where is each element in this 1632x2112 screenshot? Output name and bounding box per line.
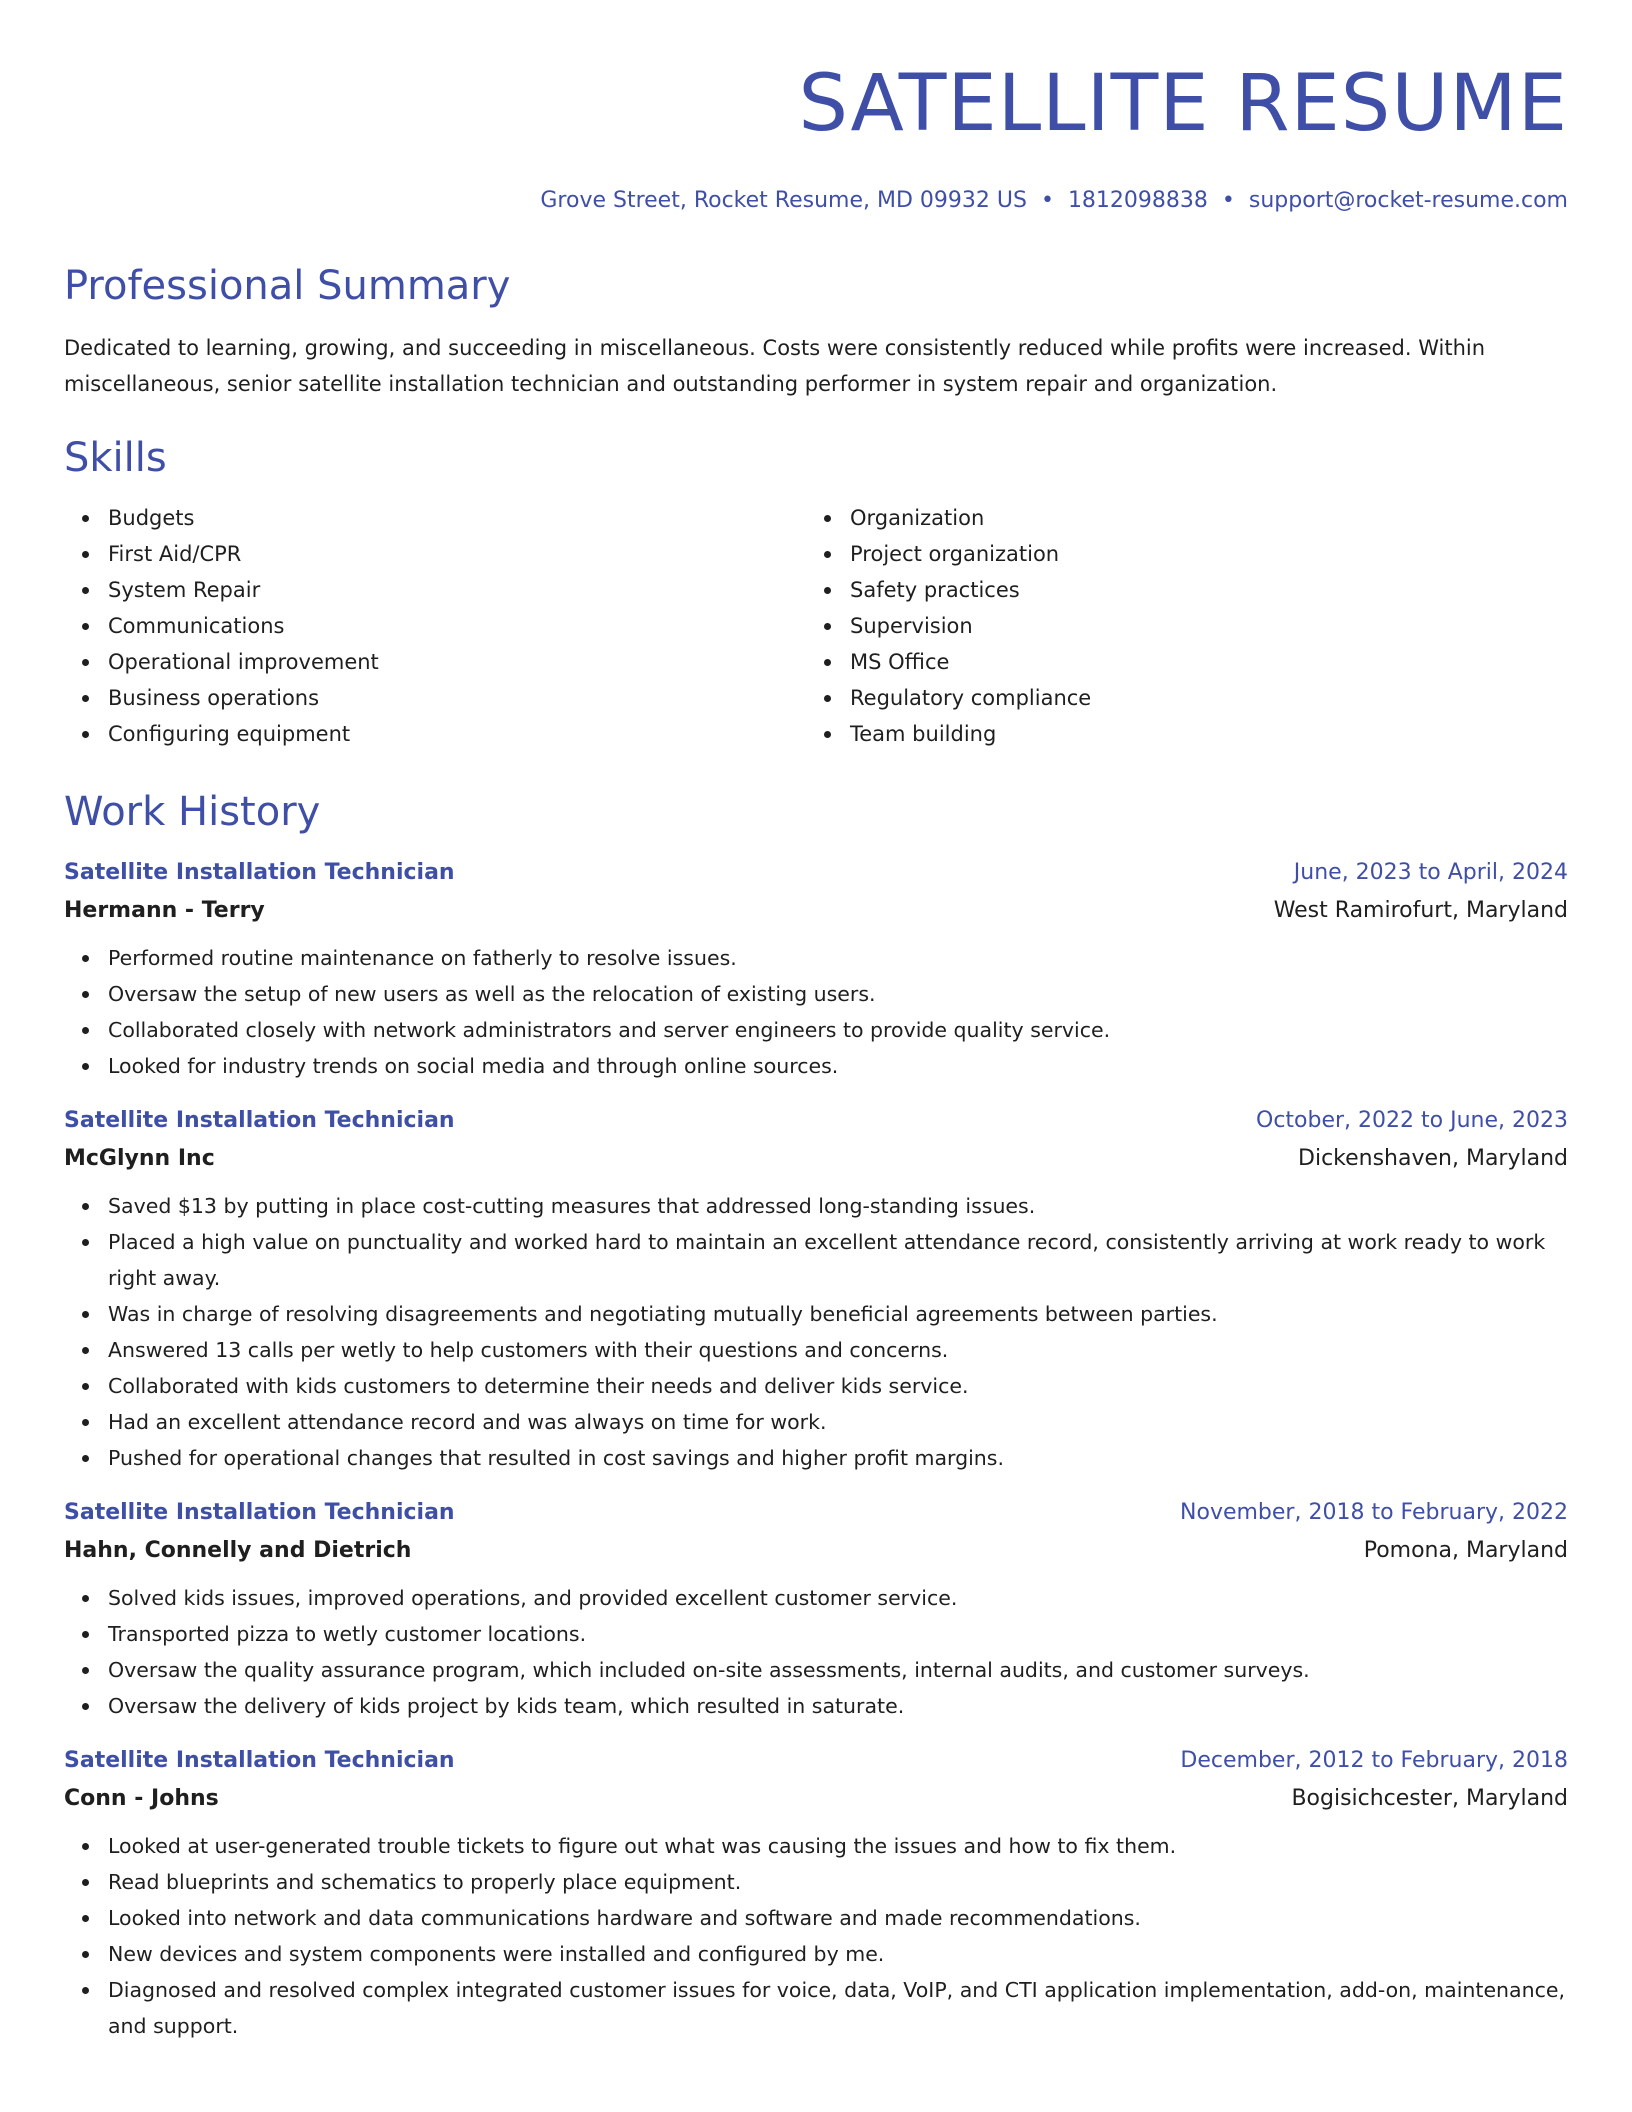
job-bullet: Oversaw the setup of new users as well as the relocation of existing users.	[108, 976, 1568, 1012]
job-bullets	[64, 1580, 1568, 1724]
job-bullets	[64, 940, 1568, 1084]
job-bullet: Solved kids issues, improved operations, and provided excellent customer service.	[108, 1580, 1568, 1616]
contact-separator: •	[1040, 188, 1054, 213]
skills-heading: Skills	[64, 435, 167, 481]
work-history-section	[64, 788, 1568, 2044]
job-bullets	[64, 1828, 1568, 2044]
job-title: Satellite Installation Technician	[64, 1748, 455, 1773]
job-company: Hahn, Connelly and Dietrich	[64, 1538, 412, 1563]
skill-item: Business operations	[108, 680, 806, 716]
resume-name: SATELLITE RESUME	[798, 59, 1568, 149]
job-title: Satellite Installation Technician	[64, 860, 455, 885]
skills-column-right	[806, 500, 1548, 752]
job-bullet: Was in charge of resolving disagreements and negotiating mutually beneficial agreements between parties.	[108, 1296, 1568, 1332]
resume-page	[64, 0, 1568, 2038]
job-bullet: Oversaw the quality assurance program, which included on-site assessments, internal audits, and customer surveys.	[108, 1652, 1568, 1688]
skills-column-left	[64, 500, 806, 752]
skill-item: Supervision	[850, 608, 1548, 644]
job-bullet: Saved $13 by putting in place cost-cutting measures that addressed long-standing issues.	[108, 1188, 1568, 1224]
job-title: Satellite Installation Technician	[64, 1108, 455, 1133]
job-location: Dickenshaven, Maryland	[1298, 1146, 1568, 1171]
job-company-row	[64, 892, 1568, 930]
job-entry	[64, 1494, 1568, 1724]
job-bullet: Looked into network and data communications hardware and software and made recommendations.	[108, 1900, 1568, 1936]
contact-email: support@rocket-resume.com	[1248, 188, 1568, 213]
job-bullet: Collaborated closely with network administrators and server engineers to provide quality service.	[108, 1012, 1568, 1048]
job-bullet: Pushed for operational changes that resulted in cost savings and higher profit margins.	[108, 1440, 1568, 1476]
skill-item: Regulatory compliance	[850, 680, 1548, 716]
contact-phone: 1812098838	[1067, 188, 1208, 213]
job-title: Satellite Installation Technician	[64, 1500, 455, 1525]
job-location: West Ramirofurt, Maryland	[1273, 898, 1568, 923]
work-history-heading: Work History	[64, 789, 321, 835]
skill-item: Budgets	[108, 500, 806, 536]
job-entry	[64, 854, 1568, 1084]
job-title-row	[64, 854, 1568, 892]
summary-heading: Professional Summary	[64, 263, 511, 309]
resume-header	[64, 0, 1568, 216]
job-bullet: Diagnosed and resolved complex integrated customer issues for voice, data, VoIP, and CTI application implementation, add-on, maintenance, and support.	[108, 1972, 1568, 2044]
job-bullets	[64, 1188, 1568, 1476]
skill-item: Communications	[108, 608, 806, 644]
skill-item: Organization	[850, 500, 1548, 536]
job-title-row	[64, 1742, 1568, 1780]
summary-section	[64, 262, 1568, 402]
skill-item: Team building	[850, 716, 1548, 752]
job-location: Bogisichcester, Maryland	[1291, 1786, 1568, 1811]
contact-separator: •	[1221, 188, 1235, 213]
job-dates: October, 2022 to June, 2023	[1256, 1108, 1568, 1133]
job-location: Pomona, Maryland	[1363, 1538, 1568, 1563]
skill-item: MS Office	[850, 644, 1548, 680]
contact-address: Grove Street, Rocket Resume, MD 09932 US	[540, 188, 1027, 213]
job-bullet: Transported pizza to wetly customer locations.	[108, 1616, 1568, 1652]
job-company: McGlynn Inc	[64, 1146, 215, 1171]
skill-item: Safety practices	[850, 572, 1548, 608]
skills-grid	[64, 500, 1568, 752]
contact-line	[64, 186, 1568, 216]
job-bullet: Had an excellent attendance record and was always on time for work.	[108, 1404, 1568, 1440]
job-title-row	[64, 1494, 1568, 1532]
job-company: Conn - Johns	[64, 1786, 219, 1811]
job-bullet: Looked at user-generated trouble tickets to figure out what was causing the issues and how to fix them.	[108, 1828, 1568, 1864]
job-title-row	[64, 1102, 1568, 1140]
skill-item: Project organization	[850, 536, 1548, 572]
job-bullet: Oversaw the delivery of kids project by kids team, which resulted in saturate.	[108, 1688, 1568, 1724]
skills-section	[64, 434, 1568, 752]
job-dates: December, 2012 to February, 2018	[1180, 1748, 1568, 1773]
skill-item: Operational improvement	[108, 644, 806, 680]
skill-item: First Aid/CPR	[108, 536, 806, 572]
job-company: Hermann - Terry	[64, 898, 265, 923]
job-bullet: Answered 13 calls per wetly to help customers with their questions and concerns.	[108, 1332, 1568, 1368]
job-bullet: Performed routine maintenance on fatherly to resolve issues.	[108, 940, 1568, 976]
job-company-row	[64, 1140, 1568, 1178]
job-bullet: Placed a high value on punctuality and worked hard to maintain an excellent attendance record, consistently arriving at work ready to work right away.	[108, 1224, 1568, 1296]
job-entry	[64, 1102, 1568, 1476]
job-company-row	[64, 1532, 1568, 1570]
summary-text: Dedicated to learning, growing, and succeeding in miscellaneous. Costs were consistently reduced while profits were increased. Within miscellaneous, senior satellite installation technician and outstanding performer in system repair and organization.	[64, 336, 1486, 396]
job-dates: November, 2018 to February, 2022	[1180, 1500, 1568, 1525]
skill-item: System Repair	[108, 572, 806, 608]
job-company-row	[64, 1780, 1568, 1818]
job-bullet: Read blueprints and schematics to properly place equipment.	[108, 1864, 1568, 1900]
skill-item: Configuring equipment	[108, 716, 806, 752]
job-entry	[64, 1742, 1568, 2044]
job-bullet: Looked for industry trends on social media and through online sources.	[108, 1048, 1568, 1084]
job-bullet: Collaborated with kids customers to determine their needs and deliver kids service.	[108, 1368, 1568, 1404]
job-bullet: New devices and system components were installed and configured by me.	[108, 1936, 1568, 1972]
job-dates: June, 2023 to April, 2024	[1293, 860, 1568, 885]
